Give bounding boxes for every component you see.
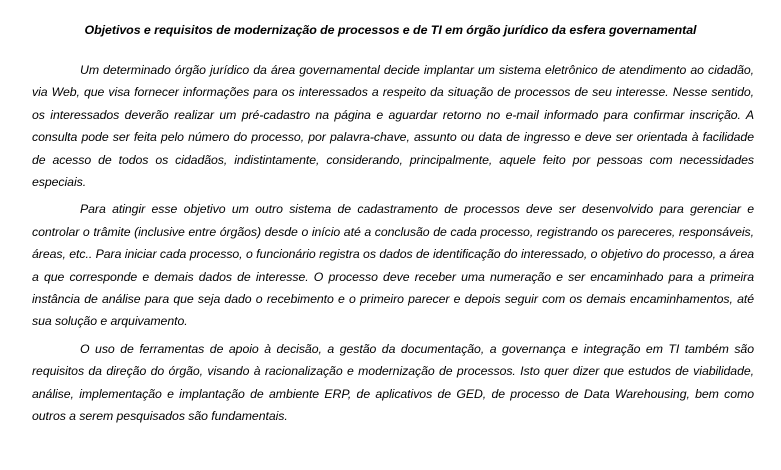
paragraph: Um determinado órgão jurídico da área governamental decide implantar um sistema eletrônico de atendimento ao cidadão, via Web, que visa fornecer informações para os interessados a respeito da situação de processos de seu interesse. Nesse sentido, os interessados deverão realizar um pré-cadastro na página e aguardar retorno no e-mail informado para confirmar inscrição. A consulta pode ser feita pelo número do processo, por palavra-chave, assunto ou data de ingresso e deve ser orientada à facilidade de acesso de todos os cidadãos, indistintamente, considerando, principalmente, aquele feito por pessoas com necessidades especiais.	[32, 63, 754, 190]
document-body	[32, 59, 754, 428]
page-title: Objetivos e requisitos de modernização de processos e de TI em órgão jurídico da esfera governamental	[84, 23, 697, 37]
paragraph: O uso de ferramentas de apoio à decisão, a gestão da documentação, a governança e integração em TI também são requisitos da direção do órgão, visando à racionalização e modernização de processos. Isto quer dizer que estudos de viabilidade, análise, implementação e implantação de ambiente ERP, de aplicativos de GED, de processo de Data Warehousing, bem como outros a serem pesquisados são fundamentais.	[32, 341, 754, 424]
paragraph: Para atingir esse objetivo um outro sistema de cadastramento de processos deve ser desenvolvido para gerenciar e controlar o trâmite (inclusive entre órgãos) desde o início até a conclusão de cada processo, registrando os pareceres, responsáveis, áreas, etc.. Para iniciar cada processo, o funcionário registra os dados de identificação do interessado, o objetivo do processo, a área a que corresponde e demais dados de interesse. O processo deve receber uma numeração e ser encaminhado para a primeira instância de análise para que seja dado o recebimento e o primeiro parecer e depois seguir com os demais encaminhamentos, até sua solução e arquivamento.	[32, 202, 754, 329]
